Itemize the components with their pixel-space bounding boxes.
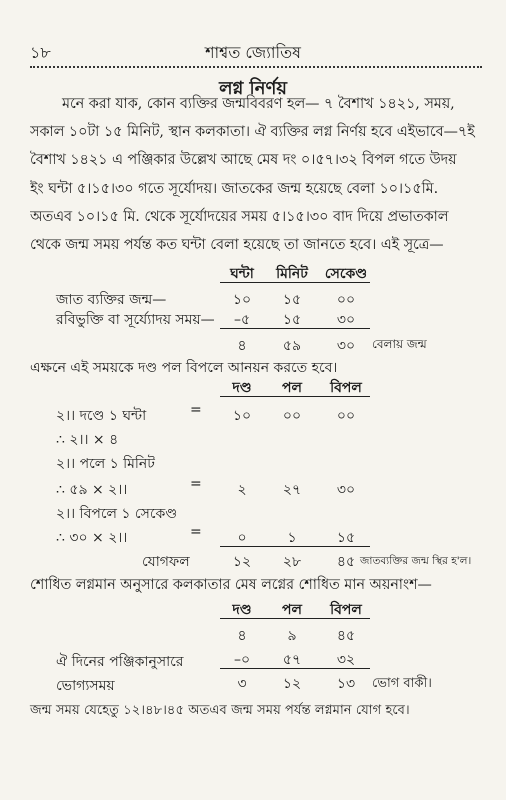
table-cell: ৩০ — [336, 482, 356, 498]
table-cell: ০০ — [336, 408, 356, 424]
table-header: পল — [282, 380, 302, 396]
table-cell: ৪৫ — [336, 628, 356, 644]
lagna-line: শোধিত লগ্নমান অনুসারে কলকাতার মেষ লগ্নের শোধিত মান অয়নাংশ— — [30, 577, 432, 593]
table-cell: ১ — [287, 530, 297, 546]
intro-line: বৈশাখ ১৪২১ এ পঞ্জিকার উল্লেখ আছে মেষ দং ০।৫৭।৩২ বিপল গতে উদয় — [30, 152, 457, 169]
table-header: মিনিট — [276, 266, 308, 282]
table-header: সেকেণ্ড — [324, 266, 368, 282]
intro-line: সকাল ১০টা ১৫ মিনিট, স্থান কলকাতা। ঐ ব্যক্তির লগ্ন নির্ণয় হবে এইভাবে—৭ই — [30, 124, 475, 141]
table-header: পল — [282, 602, 302, 618]
table-header: দণ্ড — [232, 602, 252, 618]
table-cell: ১৫ — [282, 312, 302, 328]
table-cell: ১৩ — [336, 676, 356, 692]
intro-line: অতএব ১০।১৫ মি. থেকে সূর্যোদয়ের সময় ৫।১৫।৩০ বাদ দিয়ে প্রভাতকাল — [30, 208, 449, 225]
table-rule — [220, 328, 370, 329]
table-row-label: ২।। বিপলে ১ সেকেণ্ড — [56, 506, 178, 522]
table-cell: ১২ — [282, 676, 302, 692]
table-note: ভোগ বাকী। — [372, 676, 432, 691]
intro-line: মনে করা যাক, কোন ব্যক্তির জন্মবিবরণ হল— ৭ বৈশাখ ১৪২১, সময়, — [62, 96, 455, 112]
table-cell: ১০ — [232, 408, 252, 424]
equals-sign: = — [190, 476, 202, 492]
table-row-label: ২।। পলে ১ মিনিট — [56, 456, 155, 472]
section-title: লগ্ন নির্ণয় — [219, 78, 287, 99]
sum-note: জাতব্যক্তির জন্ম স্থির হ'ল। — [360, 555, 472, 567]
table-row-label: ভোগ্যসময় — [56, 678, 115, 694]
header-divider — [30, 66, 482, 68]
intro-line: ইং ঘন্টা ৫।১৫।৩০ গতে সূর্যোদয়। জাতকের জন্ম হয়েছে বেলা ১০।১৫মি. — [30, 180, 439, 197]
page-number: ১৮ — [30, 43, 51, 62]
table-cell: ০০ — [336, 292, 356, 308]
table-cell: ১০ — [232, 292, 252, 308]
sum-cell: ২৮ — [282, 554, 302, 570]
intro-line: থেকে জন্ম সময় পর্যন্ত কত ঘন্টা বেলা হয়েছে তা জানতে হবে। এই সূত্রে— — [30, 237, 444, 254]
table-row-label: ∴ ৩০ × ২।। — [56, 530, 128, 546]
instruction-line: এক্ষনে এই সময়কে দণ্ড পল বিপলে আনয়ন করতে হবে। — [30, 360, 338, 376]
table-row-label: ঐ দিনের পঞ্জিকানুসারে — [56, 654, 184, 670]
table-note: বেলায় জন্ম — [372, 337, 427, 351]
table-rule — [220, 396, 370, 397]
table-row-label: রবিভুক্তি বা সূর্য্যোদয় সময়— — [56, 312, 215, 328]
table-cell: ৩০ — [336, 312, 356, 328]
sum-label: যোগফল — [142, 554, 190, 570]
sum-cell: ১২ — [232, 554, 252, 570]
equals-sign: = — [190, 524, 202, 540]
table-cell: ৩২ — [336, 652, 356, 668]
table-row-label: ∴ ২।। × ৪ — [56, 432, 119, 448]
table-cell: ৫৯ — [282, 338, 302, 354]
table-rule — [220, 546, 370, 547]
table-cell: ০০ — [282, 408, 302, 424]
table-cell: ১৫ — [336, 530, 356, 546]
table-cell: ২ — [237, 482, 247, 498]
table-rule — [220, 668, 370, 669]
table-header: ঘন্টা — [230, 266, 254, 282]
table-cell: ৯ — [287, 628, 297, 644]
table-rule — [220, 618, 370, 619]
table-cell: ৩০ — [336, 338, 356, 354]
conclusion-line: জন্ম সময় যেহেতু ১২।৪৮।৪৫ অতএব জন্ম সময় পর্যন্ত লগ্নমান যোগ হবে। — [30, 703, 410, 718]
table-cell: ০ — [237, 530, 247, 546]
running-title: শাশ্বত জ্যোতিষ — [205, 43, 301, 62]
table-cell: –০ — [233, 652, 251, 668]
table-row-label: জাত ব্যক্তির জন্ম— — [56, 292, 167, 308]
table-cell: –৫ — [233, 312, 251, 328]
table-cell: ২৭ — [282, 482, 302, 498]
table-header: দণ্ড — [232, 380, 252, 396]
table-rule — [220, 282, 370, 283]
table-header: বিপল — [330, 380, 362, 396]
table-cell: ৩ — [237, 676, 247, 692]
table-header: বিপল — [330, 602, 362, 618]
table-row-label: ∴ ৫৯ × ২।। — [56, 482, 128, 498]
table-cell: ৫৭ — [282, 652, 302, 668]
table-cell: ৪ — [237, 628, 247, 644]
table-cell: ১৫ — [282, 292, 302, 308]
table-cell: ৪ — [237, 338, 247, 354]
intro-paragraph — [30, 90, 482, 259]
equals-sign: = — [190, 402, 202, 418]
sum-cell: ৪৫ — [336, 554, 356, 570]
table-row-label: ২।। দণ্ডে ১ ঘন্টা — [56, 408, 147, 424]
